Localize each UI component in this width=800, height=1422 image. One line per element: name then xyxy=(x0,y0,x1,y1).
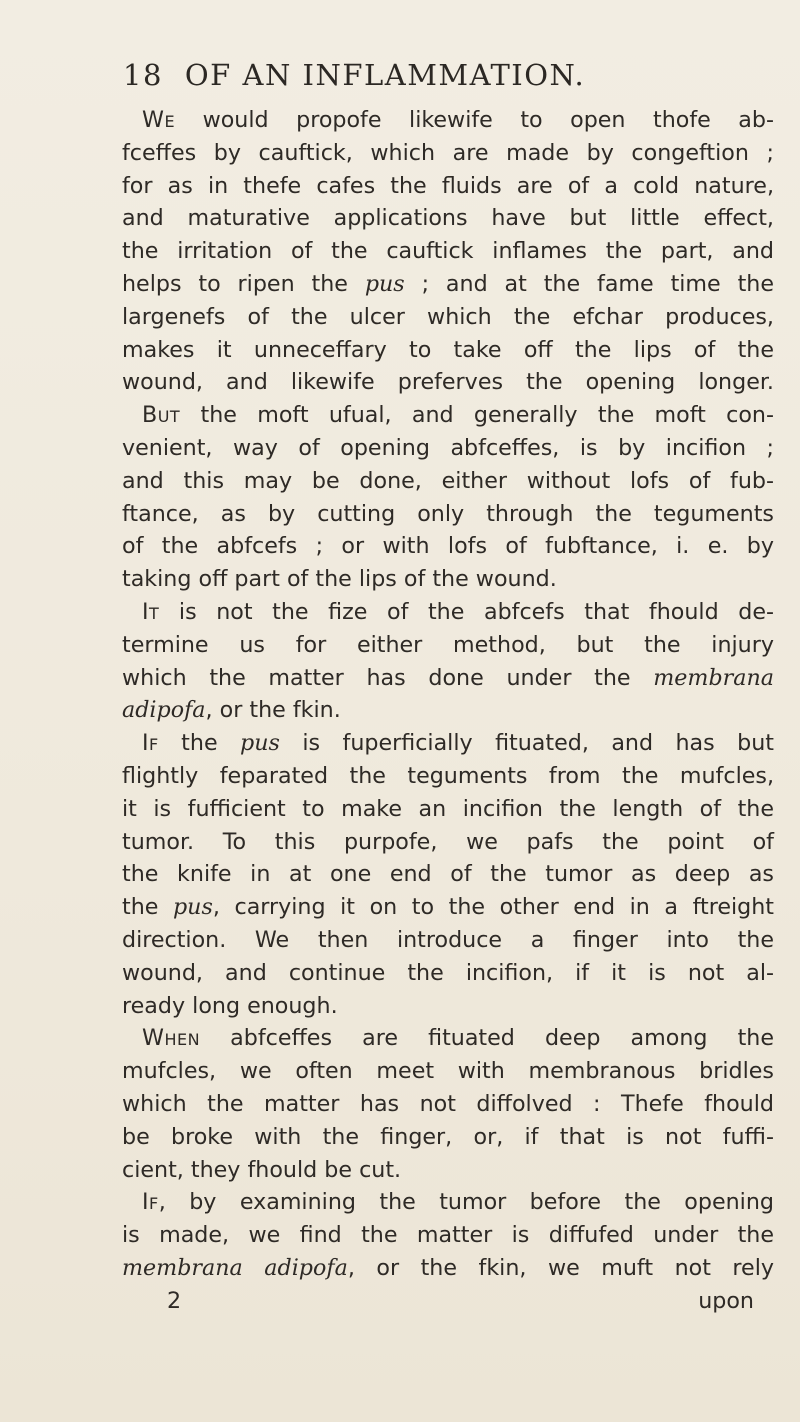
italic-term: adipofa xyxy=(122,697,206,724)
text-run: tumor. To this purpofe, we pafs the point of xyxy=(122,828,774,855)
text-line xyxy=(122,793,774,826)
italic-term: membrana xyxy=(653,664,774,691)
text-run: it is fufficient to make an incifion the length of the xyxy=(122,795,774,822)
text-run: would propofe likewife to open thofe ab- xyxy=(175,107,774,133)
text-run: the xyxy=(122,894,173,921)
text-run: , or the fkin. xyxy=(205,697,341,724)
paragraph-lead-word: It xyxy=(142,598,160,625)
text-run: fceffes by cauftick, which are made by congeftion ; xyxy=(122,139,774,166)
page-footer xyxy=(122,1285,774,1318)
text-run: and this may be done, either without lofs of fub- xyxy=(122,467,774,494)
text-line xyxy=(122,1055,774,1088)
text-line xyxy=(122,924,774,957)
text-run: taking off part of the lips of the wound. xyxy=(122,566,557,593)
italic-term: pus xyxy=(172,894,213,921)
paragraph-lead-word: But xyxy=(142,402,181,429)
text-line xyxy=(122,826,774,859)
text-run: termine us for either method, but the injury xyxy=(122,631,774,658)
signature-mark: 2 xyxy=(167,1287,182,1314)
text-line xyxy=(122,1088,774,1121)
text-run: helps to ripen the xyxy=(122,270,365,297)
text-line xyxy=(122,990,774,1023)
text-run: is made, we find the matter is diffufed under the xyxy=(122,1222,774,1249)
text-line xyxy=(122,1121,774,1154)
running-title: OF AN INFLAMMATION. xyxy=(184,58,586,92)
text-run: and maturative applications have but little effect, xyxy=(122,205,774,232)
text-line xyxy=(122,891,774,924)
text-line xyxy=(122,858,774,891)
text-run: flightly feparated the teguments from the mufcles, xyxy=(122,762,774,789)
text-run: mufcles, we often meet with membranous bridles xyxy=(122,1058,774,1085)
text-line xyxy=(122,1252,774,1285)
text-line xyxy=(122,760,774,793)
text-run: wound, and likewife preferves the opening longer. xyxy=(122,369,774,396)
running-header xyxy=(123,58,763,94)
text-line xyxy=(122,334,774,367)
body-text xyxy=(122,104,774,1317)
text-run: of the abfcefs ; or with lofs of fubftance, i. e. by xyxy=(122,533,774,560)
text-run: cient, they fhould be cut. xyxy=(122,1156,402,1183)
text-run: which the matter has not diffolved : Thefe fhould xyxy=(122,1090,774,1117)
text-line xyxy=(122,596,774,629)
text-line xyxy=(122,1186,774,1219)
text-run: be broke with the finger, or, if that is not fuffi- xyxy=(122,1123,774,1150)
text-line xyxy=(122,366,774,399)
text-run: venient, way of opening abfceffes, is by incifion ; xyxy=(122,434,774,461)
paragraph-lead-word: If xyxy=(142,730,159,757)
text-line xyxy=(122,432,774,465)
text-line xyxy=(122,1219,774,1252)
italic-term: pus xyxy=(240,730,280,757)
text-run: for as in thefe cafes the fluids are of a cold nature, xyxy=(122,172,774,199)
text-run: ready long enough. xyxy=(122,992,338,1019)
text-line xyxy=(122,104,774,137)
text-line xyxy=(122,662,774,695)
text-run: is not the fize of the abfcefs that fhould de- xyxy=(159,598,774,625)
text-line xyxy=(122,235,774,268)
text-line xyxy=(122,399,774,432)
text-line xyxy=(122,530,774,563)
text-line xyxy=(122,170,774,203)
text-line xyxy=(122,694,774,727)
text-line xyxy=(122,1154,774,1187)
text-run: , by examining the tumor before the opening xyxy=(158,1189,774,1216)
text-run: abfceffes are fituated deep among the xyxy=(200,1025,774,1052)
italic-term: pus xyxy=(364,270,405,297)
text-run: which the matter has done under the xyxy=(122,664,654,691)
text-line xyxy=(122,957,774,990)
text-line xyxy=(122,563,774,596)
text-run: largenefs of the ulcer which the efchar produces, xyxy=(122,303,774,330)
text-run: the moft ufual, and generally the moft con- xyxy=(180,402,774,429)
text-line xyxy=(122,629,774,662)
text-run: , carrying it on to the other end in a ftreight xyxy=(212,894,774,921)
paragraph-lead-word: If xyxy=(142,1189,159,1216)
text-run: the xyxy=(158,730,241,757)
text-line xyxy=(122,727,774,760)
page-number: 18 xyxy=(123,58,163,92)
paragraph-lead-word: We xyxy=(142,107,176,133)
text-line xyxy=(122,1022,774,1055)
text-run: wound, and continue the incifion, if it is not al- xyxy=(122,959,774,986)
text-run: the knife in at one end of the tumor as deep as xyxy=(122,861,774,888)
text-run: , or the fkin, we muft not rely xyxy=(347,1254,774,1281)
text-line xyxy=(122,137,774,170)
text-line xyxy=(122,202,774,235)
text-line xyxy=(122,498,774,531)
italic-term: membrana adipofa xyxy=(122,1254,348,1281)
text-run: direction. We then introduce a finger into the xyxy=(122,926,774,953)
text-run: ftance, as by cutting only through the teguments xyxy=(122,500,774,527)
text-run: is fuperficially fituated, and has but xyxy=(279,730,774,757)
catchword: upon xyxy=(698,1287,754,1314)
text-run: makes it unneceffary to take off the lips of the xyxy=(122,336,774,363)
text-line xyxy=(122,301,774,334)
paragraph-lead-word: When xyxy=(142,1025,201,1052)
text-line xyxy=(122,268,774,301)
text-run: ; and at the fame time the xyxy=(404,270,774,297)
text-line xyxy=(122,465,774,498)
text-run: the irritation of the cauftick inflames the part, and xyxy=(122,238,774,265)
